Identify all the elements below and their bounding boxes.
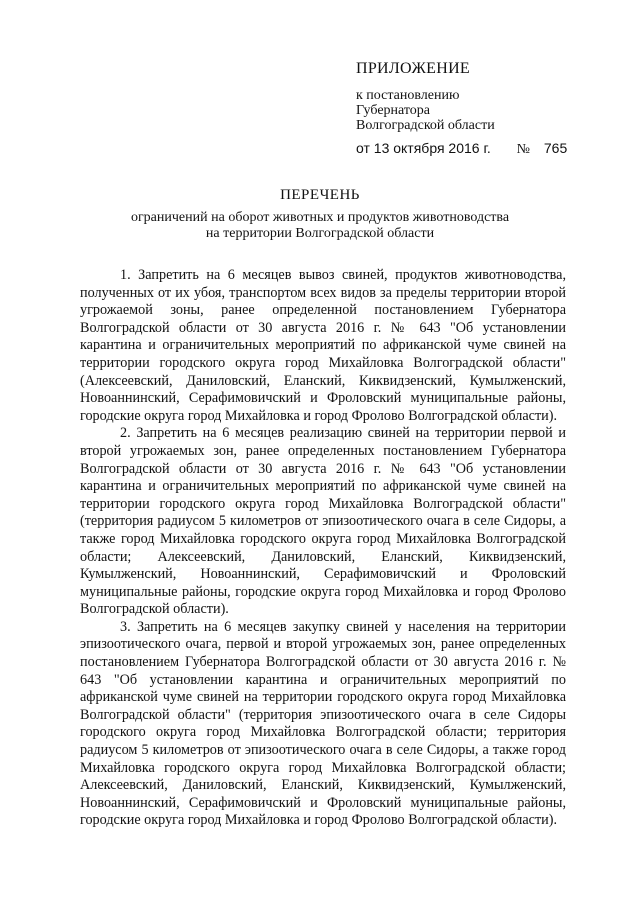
paragraph-2: 2. Запретить на 6 месяцев реализацию свиней на территории первой и второй угрожаемых зон, ранее определенных постановлением Губернатора Волгоградской области от 30 августа 2016 г. № 643 "Об установлении карантина и ограничительных мероприятий по африканской чуме свиней на территории городского округа город Михайловка Волгоградской области" (территория радиусом 5 километров от эпизоотического очага в селе Сидоры, а также город Михайловка городского округа город Михайловка Волгоградской области; Алексеевский, Даниловский, Еланский, Киквидзенский, Кумылженский, Новоаннинский, Серафимовичский и Фроловский муниципальные районы, городские округа город Михайловка и город Фролово Волгоградской области).	[80, 425, 566, 618]
appendix-ref-line: Губернатора	[356, 103, 431, 118]
decree-number: 765	[543, 140, 568, 156]
number-sign: №	[516, 142, 530, 157]
document-heading: ПЕРЕЧЕНЬ	[280, 187, 360, 203]
appendix-ref-line: Волгоградской области	[356, 118, 495, 133]
subheading-line: ограничений на оборот животных и продуктов животноводства	[130, 210, 510, 225]
paragraph-1: 1. Запретить на 6 месяцев вывоз свиней, продуктов животноводства, полученных от их убоя, транспортом всех видов за пределы территории второй угрожаемой зоны, ранее определенной постановлением Губернатора Волгоградской области от 30 августа 2016 г. № 643 "Об установлении карантина и ограничительных мероприятий по африканской чуме свиней на территории городского округа город Михайловка Волгоградской области" (Алексеевский, Даниловский, Еланский, Киквидзенский, Кумылженский, Новоаннинский, Серафимовичский и Фроловский муниципальные районы, городские округа город Михайловка и город Фролово Волгоградской области).	[80, 267, 566, 424]
decree-date-number	[356, 140, 567, 158]
appendix-block	[356, 60, 596, 133]
decree-date: 13 октября 2016 г.	[373, 140, 491, 156]
paragraph-3: 3. Запретить на 6 месяцев закупку свиней у населения на территории эпизоотического очага, первой и второй угрожаемых зон, ранее определенных постановлением Губернатора Волгоградской области от 30 августа 2016 г. № 643 "Об установлении карантина и ограничительных мероприятий по африканской чуме свиней на территории городского округа город Михайловка Волгоградской области" (территория эпизоотического очага в селе Сидоры городского округа город Михайловка Волгоградской области; территория радиусом 5 километров от эпизоотического очага в селе Сидоры, а также город Михайловка городского округа город Михайловка Волгоградской области; Алексеевский, Даниловский, Еланский, Киквидзенский, Кумылженский, Новоаннинский, Серафимовичский и Фроловский муниципальные районы, городские округа город Михайловка и город Фролово Волгоградской области).	[80, 618, 566, 829]
subheading-line: на территории Волгоградской области	[205, 226, 435, 241]
appendix-title: ПРИЛОЖЕНИЕ	[356, 60, 471, 77]
appendix-reference	[356, 88, 596, 133]
document-subheading	[80, 210, 560, 242]
date-prefix: от	[356, 140, 370, 156]
appendix-ref-line: к постановлению	[356, 88, 460, 103]
document-body	[80, 267, 566, 830]
